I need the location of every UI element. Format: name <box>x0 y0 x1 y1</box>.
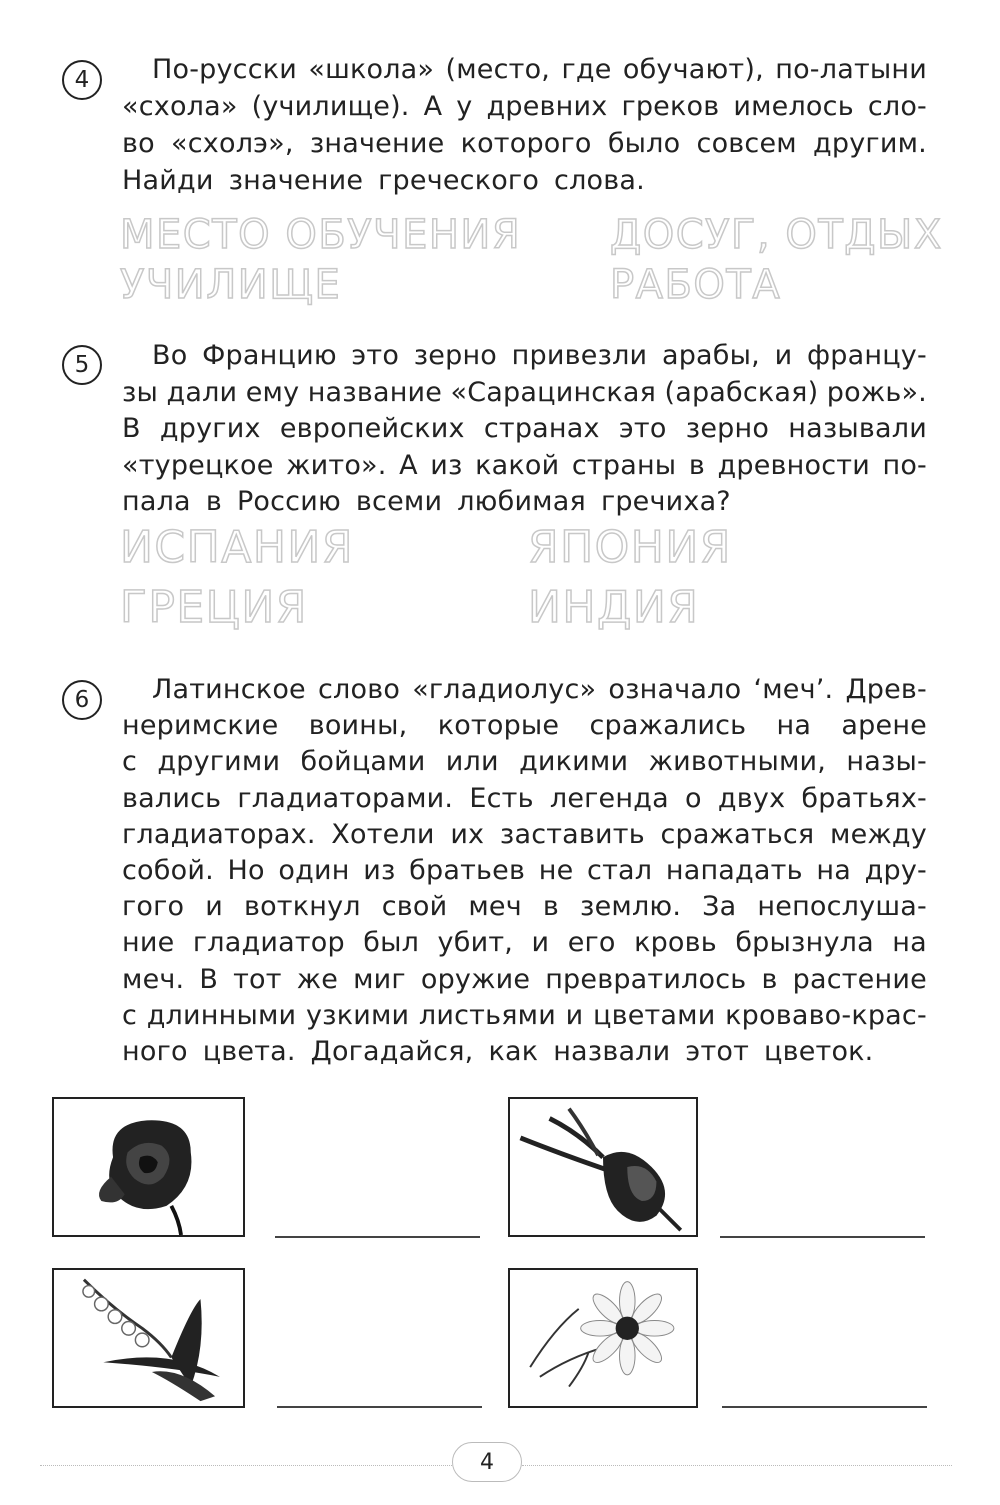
word: называли <box>788 413 927 444</box>
word: по- <box>882 449 927 481</box>
word: был <box>363 927 420 959</box>
word: Древ- <box>845 674 927 705</box>
word: совсем <box>696 128 797 159</box>
word: Россию <box>236 486 341 517</box>
text-line <box>152 672 927 708</box>
word: дру- <box>864 855 927 886</box>
word: Есть <box>469 782 534 814</box>
word: какой <box>475 449 560 481</box>
word: ‘меч’. <box>753 674 834 705</box>
word: назы- <box>846 746 927 778</box>
word: и <box>774 340 793 371</box>
word: которого <box>460 128 592 159</box>
task-number: 6 <box>62 680 102 720</box>
word: в <box>205 486 222 517</box>
word: Догадайся, <box>310 1036 474 1067</box>
word: в <box>542 891 560 923</box>
word: любимая <box>457 486 586 517</box>
word: (училище). <box>251 91 410 122</box>
word: греков <box>621 91 720 122</box>
gladiolus-icon <box>510 1099 696 1235</box>
word: из <box>430 449 463 481</box>
word: «турецкое <box>122 449 274 481</box>
word: о <box>685 782 702 814</box>
word: гладиатор <box>192 927 345 959</box>
word: которые <box>437 710 560 742</box>
word: «Сарацинская <box>450 376 657 408</box>
word: «схолэ», <box>171 128 294 159</box>
answer-option[interactable]: ИНДИЯ <box>528 582 700 633</box>
word: это <box>618 413 667 444</box>
word: А <box>399 449 418 481</box>
word: Но <box>227 855 265 886</box>
word: заставить <box>499 818 645 850</box>
word: гладиаторами. <box>237 782 454 814</box>
word: и <box>205 891 223 923</box>
word: оружие <box>420 963 531 995</box>
word: сло- <box>867 91 927 122</box>
word: «школа» <box>308 54 435 85</box>
word: брызнула <box>735 927 874 959</box>
word: ему <box>245 376 300 408</box>
word: стал <box>587 855 653 886</box>
word: гречиха? <box>600 486 731 517</box>
text-line <box>122 853 927 889</box>
word: греческого <box>378 165 540 196</box>
answer-line[interactable] <box>275 1236 480 1238</box>
word: арабы, <box>661 340 760 371</box>
word: животными, <box>648 746 827 778</box>
task-number: 4 <box>62 60 102 100</box>
word: означало <box>608 674 742 705</box>
word: было <box>607 128 681 159</box>
word: на <box>776 710 812 742</box>
word: сражались <box>589 710 747 742</box>
word: кровь <box>634 927 717 959</box>
word: гого <box>122 891 185 923</box>
word: другим. <box>813 128 927 159</box>
word: других <box>159 413 261 444</box>
text-line <box>122 163 927 199</box>
word: во <box>122 128 155 159</box>
word: зерно <box>413 340 498 371</box>
word: узкими <box>305 999 410 1031</box>
answer-option[interactable]: ЯПОНИЯ <box>528 522 732 573</box>
answer-line[interactable] <box>722 1406 927 1408</box>
word: из <box>363 855 396 886</box>
footer-divider <box>40 1465 452 1466</box>
word: с <box>122 999 138 1031</box>
word: как <box>488 1036 539 1067</box>
answer-option[interactable]: ИСПАНИЯ <box>120 522 354 573</box>
word: и <box>565 999 584 1031</box>
word: другими <box>157 746 281 778</box>
lily-of-the-valley-picture <box>52 1268 245 1408</box>
word: древних <box>486 91 608 122</box>
word: миг <box>353 963 406 995</box>
word: зерно <box>685 413 770 444</box>
word: братьев <box>409 855 526 886</box>
word: в <box>761 963 778 995</box>
word: убит, <box>437 927 514 959</box>
word: обучают), <box>622 54 764 85</box>
page-number: 4 <box>452 1442 522 1482</box>
word: ние <box>122 927 175 959</box>
text-line <box>122 708 927 744</box>
word: всеми <box>355 486 443 517</box>
word: По-русски <box>152 54 298 85</box>
word: землю. <box>580 891 682 923</box>
word: тот <box>233 963 282 995</box>
word: воины, <box>308 710 408 742</box>
word: Во <box>152 340 188 371</box>
text-line <box>152 52 927 88</box>
word: длинными <box>146 999 297 1031</box>
word: слова. <box>554 165 645 196</box>
word: зы <box>122 376 159 408</box>
text-line <box>152 338 927 374</box>
footer-divider <box>522 1465 952 1466</box>
word: воткнул <box>243 891 361 923</box>
answer-option[interactable]: УЧИЛИЩЕ <box>120 262 342 308</box>
word: неримские <box>122 710 279 742</box>
word: на <box>816 855 851 886</box>
word: А <box>423 91 443 122</box>
word: с <box>122 746 138 778</box>
text-line <box>122 744 927 780</box>
word: цвета. <box>202 1036 296 1067</box>
word: жито». <box>286 449 387 481</box>
word: цветами <box>593 999 716 1031</box>
text-line <box>122 817 927 853</box>
task-number: 5 <box>62 345 102 385</box>
text-line <box>122 1034 927 1070</box>
word: значение <box>309 128 445 159</box>
gladiolus-picture <box>508 1097 698 1237</box>
word: и <box>531 927 550 959</box>
word: не <box>538 855 574 886</box>
word: «схола» <box>122 91 238 122</box>
word: название <box>307 376 443 408</box>
answer-line[interactable] <box>720 1236 925 1238</box>
word: по-латыни <box>775 54 927 85</box>
word: легенда <box>549 782 669 814</box>
word: назвали <box>553 1036 671 1067</box>
word: же <box>296 963 339 995</box>
word: растение <box>792 963 927 995</box>
word: францу- <box>807 340 927 371</box>
word: листьями <box>418 999 556 1031</box>
word: у <box>456 91 473 122</box>
word: нападать <box>665 855 803 886</box>
word: «гладиолус» <box>412 674 597 705</box>
word: Францию <box>202 340 337 371</box>
text-line <box>122 998 927 1034</box>
text-line <box>122 925 927 961</box>
word: один <box>278 855 350 886</box>
word: свой <box>381 891 448 923</box>
word: где <box>561 54 612 85</box>
text-line <box>122 781 927 817</box>
word: или <box>445 746 499 778</box>
word: вались <box>122 782 222 814</box>
word: собой. <box>122 855 214 886</box>
word: дикими <box>519 746 629 778</box>
word: страны <box>571 449 677 481</box>
word: европейских <box>279 413 465 444</box>
answer-option[interactable]: РАБОТА <box>610 262 782 308</box>
word: слово <box>318 674 401 705</box>
text-line <box>122 962 927 998</box>
chamomile-icon <box>510 1270 696 1406</box>
word: древности <box>717 449 870 481</box>
text-line <box>122 448 927 484</box>
word: меч. <box>122 963 185 995</box>
word: братьях- <box>801 782 927 814</box>
word: двух <box>717 782 786 814</box>
rose-picture <box>52 1097 245 1237</box>
text-line <box>122 126 927 162</box>
word: кроваво-крас- <box>725 999 927 1031</box>
text-line <box>122 411 927 447</box>
answer-option[interactable]: ГРЕЦИЯ <box>120 582 308 633</box>
word: рожь». <box>826 376 927 408</box>
word: на <box>892 927 927 959</box>
word: ного <box>122 1036 188 1067</box>
answer-line[interactable] <box>277 1406 482 1408</box>
text-line <box>122 375 927 411</box>
word: (место, <box>445 54 551 85</box>
word: Латинское <box>152 674 306 705</box>
word: дали <box>166 376 238 408</box>
word: За <box>702 891 737 923</box>
word: значение <box>228 165 364 196</box>
word: это <box>351 340 400 371</box>
word: их <box>450 818 485 850</box>
word: непослуша- <box>757 891 927 923</box>
word: пала <box>122 486 191 517</box>
word: между <box>830 818 927 850</box>
text-line <box>122 889 927 925</box>
word: привезли <box>511 340 648 371</box>
word: арене <box>841 710 927 742</box>
word: меч <box>468 891 522 923</box>
answer-option[interactable]: ДОСУГ, ОТДЫХ <box>610 212 943 258</box>
word: его <box>567 927 616 959</box>
text-line <box>122 484 927 520</box>
word: цветок. <box>764 1036 874 1067</box>
word: странах <box>483 413 600 444</box>
word: Найди <box>122 165 214 196</box>
word: в <box>688 449 705 481</box>
answer-option[interactable]: МЕСТО ОБУЧЕНИЯ <box>120 212 522 258</box>
word: бойцами <box>300 746 426 778</box>
word: этот <box>685 1036 750 1067</box>
word: имелось <box>733 91 854 122</box>
word: превратилось <box>545 963 747 995</box>
word: Хотели <box>331 818 435 850</box>
rose-icon <box>54 1099 243 1235</box>
text-line <box>122 89 927 125</box>
word: гладиаторах. <box>122 818 316 850</box>
word: В <box>199 963 219 995</box>
word: сражаться <box>660 818 815 850</box>
lily-of-the-valley-icon <box>54 1270 243 1406</box>
word: (арабская) <box>664 376 819 408</box>
chamomile-picture <box>508 1268 698 1408</box>
word: В <box>122 413 141 444</box>
